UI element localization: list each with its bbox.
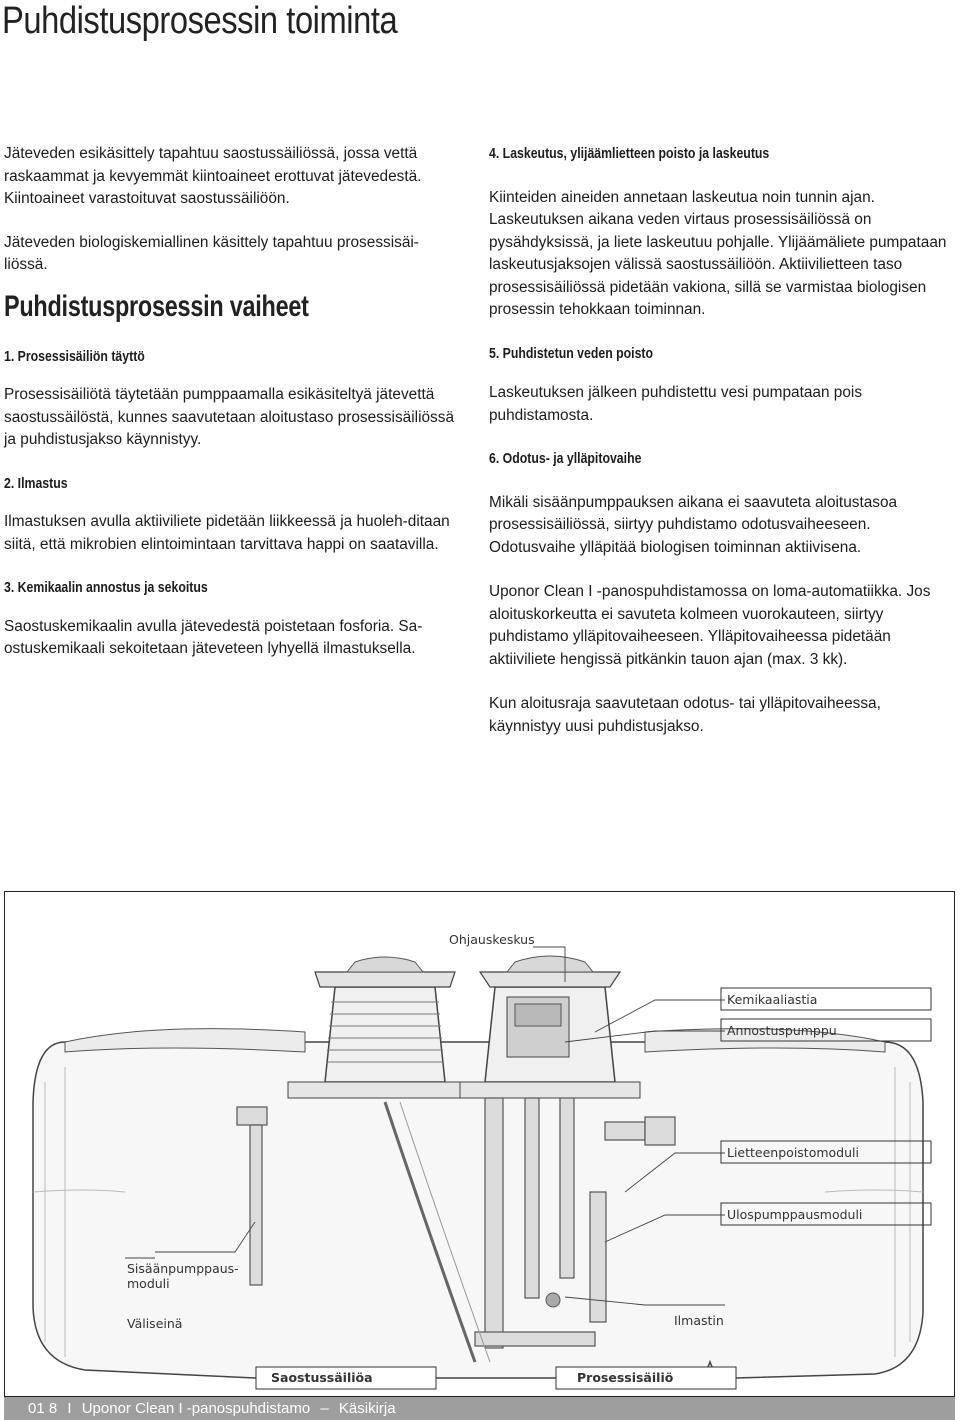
step-5-text: Laskeutuksen jälkeen puhdistettu vesi pumpataan pois puhdistamosta. bbox=[489, 384, 863, 424]
step-1-text: Prosessisäiliötä täytetään pumppaamalla esikäsiteltyä jätevettä saostussäilöstä, kunnes saavutetaan aloitustaso prosessisäiliössä ja puhdistusjakso käynnistyy. bbox=[4, 386, 455, 448]
step-3-text: Saostuskemikaalin avulla jätevedestä poistetaan fosforia. Sa-ostuskemikaali sekoitetaan jäteveteen lyhyellä ilmastuksella. bbox=[4, 617, 423, 657]
footer-dash: – bbox=[320, 1400, 329, 1417]
step-4-text: Kiinteiden aineiden annetaan laskeutua noin tunnin ajan. Laskeutuksen aikana veden virtaus prosessisäiliössä on pysähdyksissä, ja liete laskeutuu pohjalle. Ylijäämäliete pumpataan laskeutusjaksojen välissä saostussäiliöön. Aktiivilietteen taso prosessisäiliössä pidetään vakiona, sillä se varmistaa biologisen prosessin tehokkaan toiminnan. bbox=[489, 188, 947, 318]
plant-illustration bbox=[5, 892, 953, 1395]
aerator-disc bbox=[546, 1293, 560, 1307]
label-lietteenpoisto: Lietteenpoistomoduli bbox=[727, 1145, 859, 1160]
section-subheading: Puhdistusprosessin vaiheet bbox=[4, 289, 309, 323]
label-ulospumppaus: Ulospumppausmoduli bbox=[727, 1207, 863, 1222]
step-6-heading: 6. Odotus- ja ylläpitovaihe bbox=[489, 450, 642, 467]
footer-doc-title: Käsikirja bbox=[338, 1400, 396, 1417]
label-ilmastin: Ilmastin bbox=[674, 1313, 724, 1328]
page-footer bbox=[4, 1397, 955, 1420]
step-6-text-3: Kun aloitusraja saavutetaan odotus- tai ylläpitovaiheessa, käynnistyy uusi puhdistusjakso. bbox=[489, 695, 881, 735]
step-3-heading: 3. Kemikaalin annostus ja sekoitus bbox=[4, 579, 208, 596]
step-6-text-2: Uponor Clean I -panospuhdistamossa on loma-automatiikka. Jos aloituskorkeutta ei savuteta kolmeen vuorokauteen, siirtyy puhdistamo ylläpitovaiheeseen. Ylläpitovaiheessa pidetään aktiiviliete hengissä pitkänkin tauon ajan (max. 3 kk). bbox=[489, 583, 931, 668]
footer-separator: I bbox=[67, 1400, 72, 1417]
page-number: 01 8 bbox=[28, 1400, 58, 1417]
step-4-heading: 4. Laskeutus, ylijäämlietteen poisto ja laskeutus bbox=[489, 145, 770, 162]
step-2-text: Ilmastuksen avulla aktiiviliete pidetään liikkeessä ja huoleh-ditaan siitä, että mikrobien elintoimintaan tarvittava happi on saatavilla. bbox=[4, 513, 450, 553]
label-prosessisailio: Prosessisäiliö bbox=[577, 1370, 674, 1385]
page-title: Puhdistusprosessin toiminta bbox=[2, 0, 398, 42]
intro-paragraph-1: Jäteveden esikäsittely tapahtuu saostussäiliössä, jossa vettä raskaammat ja kevyemmät kiintoaineet erottuvat jätevedestä. Kiintoaineet varastoituvat saostussäiliöön. bbox=[4, 145, 422, 207]
plant-diagram bbox=[4, 891, 955, 1397]
label-valiseina: Väliseinä bbox=[127, 1316, 183, 1331]
label-sisaanpumppaus-2: moduli bbox=[127, 1276, 170, 1291]
left-column bbox=[4, 143, 464, 661]
step-5-heading: 5. Puhdistetun veden poisto bbox=[489, 344, 654, 362]
label-saostussailio: Saostussäiliöa bbox=[271, 1370, 373, 1385]
step-6-text-1: Mikäli sisäänpumppauksen aikana ei saavuteta aloitustasoa prosessisäiliössä, siirtyy puhdistamo odotusvaiheeseen. Odotusvaihe ylläpitää biologisen toiminnan aktiivisena. bbox=[489, 493, 898, 556]
right-riser bbox=[460, 956, 640, 1098]
footer-brand: Uponor Clean I -panospuhdistamo bbox=[81, 1400, 311, 1417]
label-kemikaaliastia: Kemikaaliastia bbox=[727, 992, 818, 1007]
step-2-heading: 2. Ilmastus bbox=[4, 474, 68, 492]
right-column bbox=[489, 143, 959, 738]
label-sisaanpumppaus-1: Sisäänpumppaus- bbox=[127, 1261, 239, 1276]
label-annostuspumppu: Annostuspumppu bbox=[727, 1023, 837, 1038]
label-ohjauskeskus: Ohjauskeskus bbox=[449, 932, 535, 947]
step-1-heading: 1. Prosessisäiliön täyttö bbox=[4, 347, 145, 365]
intro-paragraph-2: Jäteveden biologiskemiallinen käsittely tapahtuu prosessisäi-liössä. bbox=[4, 233, 419, 273]
